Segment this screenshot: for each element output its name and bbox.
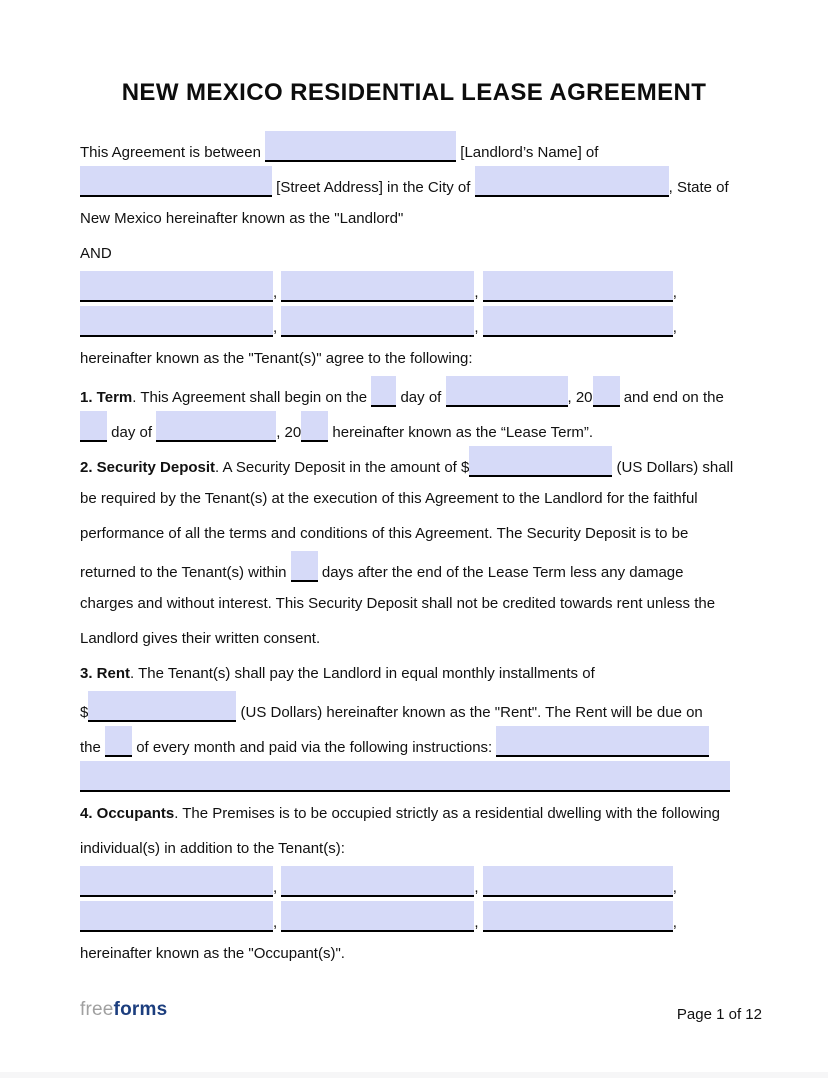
document-text: hereinafter known as the “Lease Term”. [328, 424, 594, 441]
document-line [80, 271, 762, 306]
document-line [80, 341, 762, 376]
document-line [80, 586, 762, 621]
blank-field[interactable] [475, 166, 669, 197]
document-line [80, 656, 762, 691]
document-text: . A Security Deposit in the amount of $ [215, 459, 470, 476]
document-line [80, 201, 762, 236]
document-text: the [80, 739, 106, 756]
document-text: [Street Address] in the City of [272, 179, 475, 196]
document-text: , [474, 284, 483, 301]
document-text: AND [80, 245, 112, 262]
blank-field[interactable] [483, 271, 673, 302]
document-text: , 20 [276, 424, 302, 441]
document-text: [Landlord’s Name] of [456, 144, 599, 161]
document-text: , [672, 284, 677, 301]
document-text: , [474, 879, 483, 896]
page-number: Page 1 of 12 [676, 1006, 762, 1023]
blank-field[interactable] [483, 306, 673, 337]
logo-text-forms: forms [113, 999, 168, 1020]
document-text: , [672, 319, 677, 336]
document-text: This Agreement is between [80, 144, 266, 161]
document-text: New Mexico hereinafter known as the "Landlord" [80, 210, 404, 227]
section-heading: 3. Rent [80, 665, 131, 682]
document-text: charges and without interest. This Security Deposit shall not be credited towards rent unless the [80, 595, 716, 612]
document-line [80, 936, 762, 971]
blank-field[interactable] [496, 726, 709, 757]
document-text: , [273, 879, 282, 896]
document-line [80, 166, 762, 201]
document-line [80, 131, 762, 166]
blank-field[interactable] [291, 551, 318, 582]
document-text: day of [396, 389, 446, 406]
blank-field[interactable] [281, 306, 474, 337]
section-heading: 2. Security Deposit [80, 459, 216, 476]
document-text: and end on the [619, 389, 724, 406]
blank-field[interactable] [80, 166, 272, 197]
blank-field[interactable] [371, 376, 396, 407]
blank-field[interactable] [281, 901, 474, 932]
document-text: , 20 [567, 389, 593, 406]
blank-field[interactable] [446, 376, 568, 407]
blank-field[interactable] [156, 411, 276, 442]
document-text: hereinafter known as the "Occupant(s)". [80, 945, 345, 962]
document-text: individual(s) in addition to the Tenant(s): [80, 840, 345, 857]
blank-field[interactable] [281, 866, 474, 897]
document-text: (US Dollars) hereinafter known as the "Rent". The Rent will be due on [236, 704, 703, 721]
document-text: hereinafter known as the "Tenant(s)" agree to the following: [80, 350, 473, 367]
document-line [80, 376, 762, 411]
blank-field[interactable] [301, 411, 328, 442]
document-text: $ [80, 704, 89, 721]
document-text: Landlord gives their written consent. [80, 630, 321, 647]
document-line [80, 551, 762, 586]
document-text: (US Dollars) shall [612, 459, 734, 476]
document-line [80, 621, 762, 656]
blank-field[interactable] [80, 901, 273, 932]
document-text: day of [107, 424, 157, 441]
document-text: , [273, 319, 282, 336]
document-text: returned to the Tenant(s) within [80, 564, 291, 581]
document-text: , [273, 914, 282, 931]
document-line [80, 691, 762, 726]
document-line [80, 446, 762, 481]
document-line [80, 796, 762, 831]
document-line [80, 236, 762, 271]
document-text: , [273, 284, 282, 301]
document-text: , [474, 319, 483, 336]
document-text: , [672, 914, 677, 931]
document-line [80, 306, 762, 341]
blank-field[interactable] [80, 411, 107, 442]
document-line [80, 831, 762, 866]
document-text: days after the end of the Lease Term less any damage [317, 564, 684, 581]
document-line [80, 726, 762, 761]
document-line [80, 481, 762, 516]
page-title: NEW MEXICO RESIDENTIAL LEASE AGREEMENT [121, 79, 707, 106]
blank-field[interactable] [105, 726, 132, 757]
blank-field[interactable] [593, 376, 620, 407]
document-line [80, 761, 762, 796]
document-line [80, 516, 762, 551]
document-line [80, 866, 762, 901]
document-text: performance of all the terms and conditions of this Agreement. The Security Deposit is to be [80, 525, 689, 542]
section-heading: 1. Term [80, 389, 133, 406]
document-line [80, 411, 762, 446]
blank-field[interactable] [483, 901, 673, 932]
document-text: , [672, 879, 677, 896]
page-edge-strip [0, 1072, 828, 1078]
document-text: of every month and paid via the following instructions: [132, 739, 497, 756]
document-text: . This Agreement shall begin on the [132, 389, 372, 406]
blank-field[interactable] [265, 131, 456, 162]
blank-field[interactable] [80, 271, 273, 302]
blank-field[interactable] [281, 271, 474, 302]
document-body [80, 131, 762, 971]
blank-field[interactable] [88, 691, 236, 722]
document-line [80, 901, 762, 936]
blank-field[interactable] [483, 866, 673, 897]
blank-field[interactable] [469, 446, 612, 477]
document-text: , [474, 914, 483, 931]
blank-field[interactable] [80, 761, 730, 792]
logo-text-free: free [80, 999, 114, 1020]
document-text: be required by the Tenant(s) at the execution of this Agreement to the Landlord for the faithful [80, 490, 698, 507]
document-text: , State of [668, 179, 729, 196]
blank-field[interactable] [80, 306, 273, 337]
blank-field[interactable] [80, 866, 273, 897]
document-text: . The Tenant(s) shall pay the Landlord in equal monthly installments of [130, 665, 595, 682]
document-text: . The Premises is to be occupied strictly as a residential dwelling with the following [174, 805, 721, 822]
freeforms-logo [80, 999, 167, 1021]
section-heading: 4. Occupants [80, 805, 175, 822]
